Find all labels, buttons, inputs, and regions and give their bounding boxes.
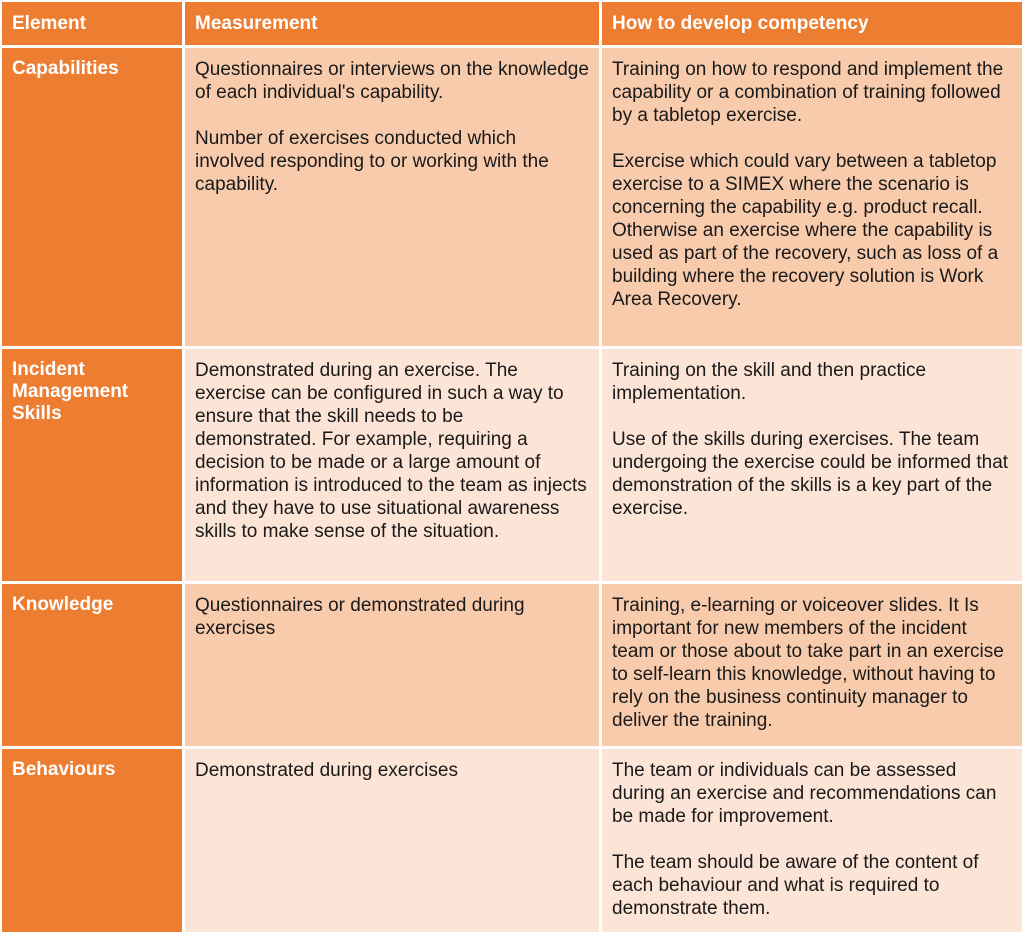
row-capabilities-measurement bbox=[185, 48, 599, 346]
competency-table bbox=[2, 2, 1022, 932]
header-develop: How to develop competency bbox=[602, 2, 1022, 45]
measurement-paragraph: Questionnaires or interviews on the knowledge of each individual's capability. bbox=[195, 59, 589, 103]
row-capabilities-develop bbox=[602, 48, 1022, 346]
develop-paragraph: Exercise which could vary between a tabletop exercise to a SIMEX where the scenario is concerning the capability e.g. product recall. Otherwise an exercise where the capability is used as part of the recovery, such as loss of a building where the recovery solution is Work Area Recovery. bbox=[612, 151, 999, 310]
row-behaviours-develop bbox=[602, 749, 1022, 932]
develop-paragraph: Use of the skills during exercises. The team undergoing the exercise could be informed that demonstration of the skills is a key part of the exercise. bbox=[612, 429, 1009, 519]
row-knowledge-measurement bbox=[185, 584, 599, 746]
develop-paragraph: Training on how to respond and implement the capability or a combination of training followed by a tabletop exercise. bbox=[612, 59, 1004, 126]
row-behaviours-element: Behaviours bbox=[2, 749, 182, 932]
row-behaviours-measurement bbox=[185, 749, 599, 932]
row-incident-skills-develop bbox=[602, 349, 1022, 581]
measurement-paragraph: Number of exercises conducted which involved responding to or working with the capability. bbox=[195, 128, 549, 195]
develop-paragraph: The team should be aware of the content of each behaviour and what is required to demonstrate them. bbox=[612, 852, 979, 919]
row-knowledge-develop bbox=[602, 584, 1022, 746]
measurement-paragraph: Demonstrated during an exercise. The exercise can be configured in such a way to ensure that the skill needs to be demonstrated. For example, requiring a decision to be made or a large amount of information is introduced to the team as injects and they have to use situational awareness skills to make sense of the situation. bbox=[195, 360, 587, 542]
row-capabilities-element: Capabilities bbox=[2, 48, 182, 346]
header-measurement: Measurement bbox=[185, 2, 599, 45]
header-element: Element bbox=[2, 2, 182, 45]
develop-paragraph: Training, e-learning or voiceover slides. It Is important for new members of the incident team or those about to take part in an exercise to self-learn this knowledge, without having to rely on the business continuity manager to deliver the training. bbox=[612, 595, 1004, 731]
measurement-paragraph: Questionnaires or demonstrated during exercises bbox=[195, 595, 525, 639]
develop-paragraph: Training on the skill and then practice implementation. bbox=[612, 360, 927, 404]
measurement-paragraph: Demonstrated during exercises bbox=[195, 760, 458, 781]
row-incident-skills-element: Incident Management Skills bbox=[2, 349, 182, 581]
row-incident-skills-measurement bbox=[185, 349, 599, 581]
row-knowledge-element: Knowledge bbox=[2, 584, 182, 746]
develop-paragraph: The team or individuals can be assessed during an exercise and recommendations can be made for improvement. bbox=[612, 760, 997, 827]
